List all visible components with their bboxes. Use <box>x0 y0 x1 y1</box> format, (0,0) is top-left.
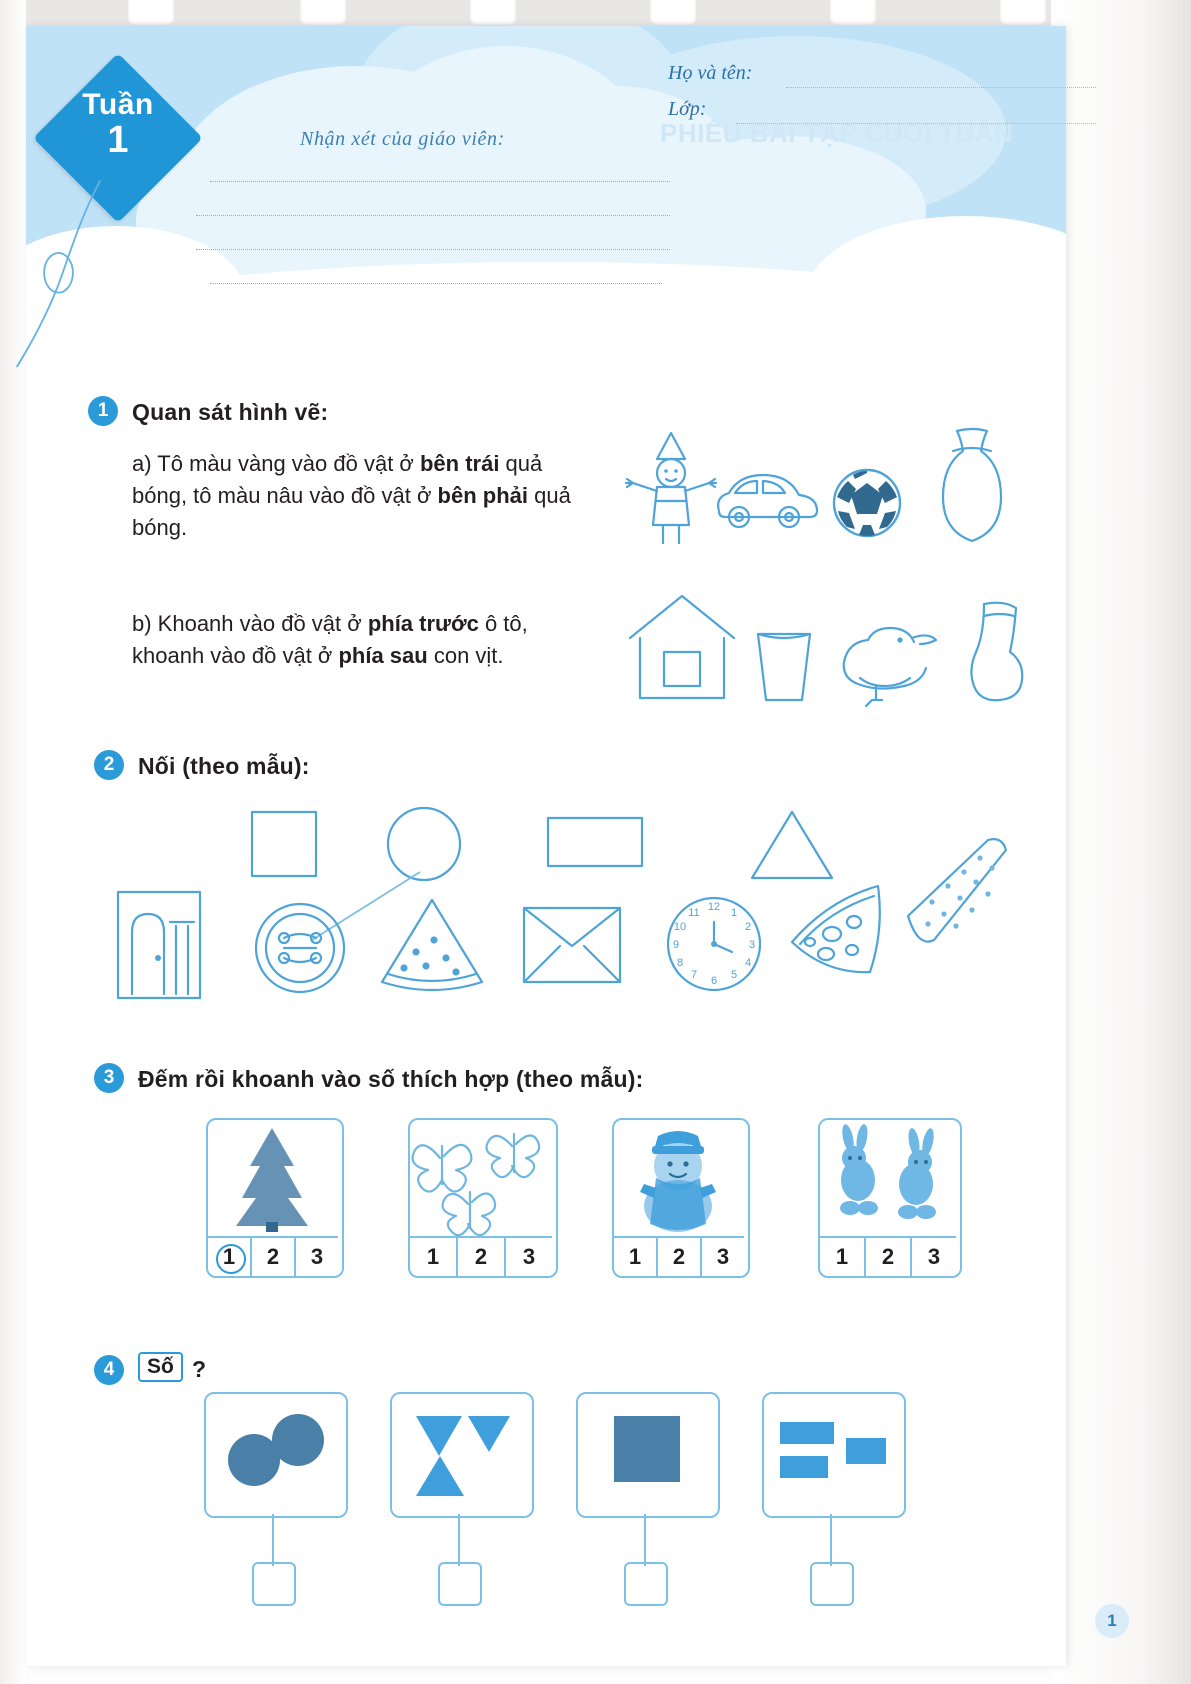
scarecrow-icon <box>626 433 716 543</box>
exercise-3-title: Đếm rồi khoanh vào số thích hợp (theo mẫu): <box>138 1066 644 1092</box>
count-option-3[interactable]: 3 <box>700 1238 744 1276</box>
exercise-2-number: 2 <box>94 750 124 780</box>
glass-icon <box>758 634 810 700</box>
exercise-4-number: 4 <box>94 1355 124 1385</box>
three-rectangles-icon <box>764 1394 900 1512</box>
snowman-icon <box>614 1122 744 1234</box>
count-option-2[interactable]: 2 <box>864 1238 910 1276</box>
count-option-2[interactable]: 2 <box>656 1238 700 1276</box>
week-number: 1 <box>107 119 129 161</box>
watermelon-slice-icon <box>382 900 482 990</box>
name-label: Họ và tên: <box>668 62 753 84</box>
envelope-icon <box>524 908 620 982</box>
shape-card-circles <box>204 1392 348 1518</box>
clock-icon <box>668 898 760 990</box>
two-circles-icon <box>206 1394 342 1512</box>
exercise-4-title-suffix: ? <box>192 1356 207 1382</box>
class-input-line[interactable] <box>736 122 1096 124</box>
comment-line-1[interactable] <box>210 180 670 182</box>
answer-box-1[interactable] <box>252 1562 296 1606</box>
shape-card-triangles <box>390 1392 534 1518</box>
svg-text:12: 12 <box>707 901 721 913</box>
svg-text:10: 10 <box>673 921 687 933</box>
shape-card-rectangles <box>762 1392 906 1518</box>
exercise-1a-text: a) Tô màu vàng vào đồ vật ở bên trái quả bóng, tô màu nâu vào đồ vật ở bên phải quả bóng. <box>132 451 571 540</box>
page-right-margin <box>1051 0 1191 1684</box>
rectangle-shape <box>548 818 642 866</box>
answer-box-2[interactable] <box>438 1562 482 1606</box>
teacher-comment-label: Nhận xét của giáo viên: <box>300 128 505 150</box>
svg-text:6: 6 <box>710 975 718 987</box>
svg-text:9: 9 <box>672 939 680 951</box>
svg-text:1: 1 <box>730 907 738 919</box>
count-strip-snowman[interactable] <box>614 1236 744 1276</box>
house-icon <box>630 596 734 698</box>
svg-text:7: 7 <box>690 969 698 981</box>
svg-text:3: 3 <box>748 939 756 951</box>
soccer-ball-icon <box>834 470 900 536</box>
circle-shape <box>388 808 460 880</box>
exercise-1b-objects <box>620 590 1050 720</box>
exercise-3-number: 3 <box>94 1063 124 1093</box>
answer-box-3[interactable] <box>624 1562 668 1606</box>
square-shape <box>252 812 316 876</box>
exercise-2-title: Nối (theo mẫu): <box>138 753 310 779</box>
comment-line-3[interactable] <box>196 248 670 250</box>
butterflies-icon <box>410 1122 552 1234</box>
car-icon <box>718 475 817 527</box>
exercise-1b-text: b) Khoanh vào đồ vật ở phía trước ô tô, khoanh vào đồ vật ở phía sau con vịt. <box>132 611 528 668</box>
button-icon <box>256 904 344 992</box>
sock-icon <box>971 603 1022 701</box>
exercise-4-title-box: Số <box>138 1352 183 1382</box>
count-option-1[interactable]: 1 <box>835 1244 849 1269</box>
vase-icon <box>943 429 1001 541</box>
week-badge <box>48 88 188 161</box>
comment-line-4[interactable] <box>210 282 662 284</box>
count-option-2[interactable]: 2 <box>456 1238 504 1276</box>
count-option-2[interactable]: 2 <box>250 1238 294 1276</box>
rabbits-icon <box>820 1122 956 1234</box>
svg-text:4: 4 <box>744 957 752 969</box>
count-strip-rabbits[interactable] <box>820 1236 956 1276</box>
count-option-3[interactable]: 3 <box>910 1238 956 1276</box>
svg-text:2: 2 <box>744 921 752 933</box>
svg-text:11: 11 <box>688 907 700 919</box>
answer-box-4[interactable] <box>810 1562 854 1606</box>
exercise-1-title: Quan sát hình vẽ: <box>132 399 329 425</box>
svg-text:5: 5 <box>730 969 738 981</box>
shape-card-square <box>576 1392 720 1518</box>
header-cloud-band <box>26 26 1066 346</box>
stem-1 <box>272 1514 274 1566</box>
triangle-shape <box>752 812 832 878</box>
comment-line-2[interactable] <box>196 214 670 216</box>
exercise-1a-objects <box>635 425 1055 555</box>
one-square-icon <box>578 1394 714 1512</box>
stem-2 <box>458 1514 460 1566</box>
svg-text:8: 8 <box>676 957 684 969</box>
pizza-slice-icon <box>792 886 880 972</box>
count-option-3[interactable]: 3 <box>504 1238 552 1276</box>
name-input-line[interactable] <box>786 86 1096 88</box>
stem-3 <box>644 1514 646 1566</box>
count-option-1[interactable]: 1 <box>426 1244 440 1269</box>
class-label: Lớp: <box>668 98 707 120</box>
door-icon <box>118 892 200 998</box>
stem-4 <box>830 1514 832 1566</box>
count-option-3[interactable]: 3 <box>294 1238 338 1276</box>
duck-icon <box>844 628 936 706</box>
count-strip-butterflies[interactable] <box>410 1236 552 1276</box>
three-triangles-icon <box>392 1394 528 1512</box>
page-left-margin <box>0 0 26 1684</box>
exercise-1-number: 1 <box>88 396 118 426</box>
week-label: Tuần <box>82 88 154 121</box>
exercise-2-objects-row <box>110 880 1010 1060</box>
page-number: 1 <box>1095 1604 1129 1638</box>
count-strip-tree[interactable] <box>208 1236 338 1276</box>
count-option-1[interactable]: 1 <box>628 1244 642 1269</box>
pine-tree-icon <box>208 1122 338 1234</box>
count-option-1[interactable]: 1 <box>208 1238 250 1276</box>
ghost-heading: PHIẾU BÀI TẬP CUỐI TUẦN <box>660 118 1014 148</box>
